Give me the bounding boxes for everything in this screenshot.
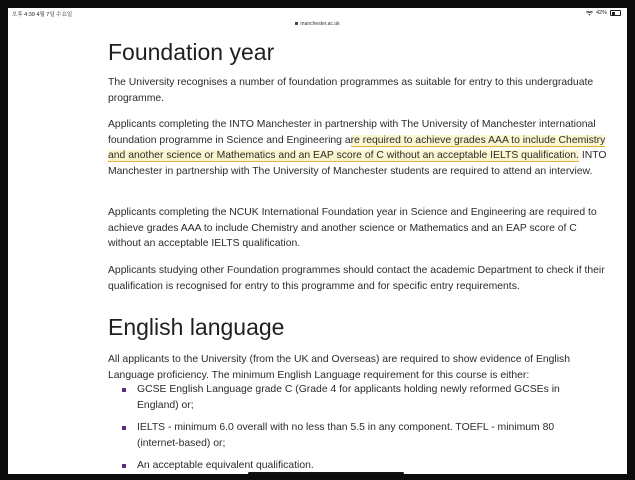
highlighted-text: re required to achieve grades AAA to include Chemistry and another science or Mathematics and an EAP score of C without an acceptable IELTS qualification.	[108, 134, 606, 162]
english-intro: All applicants to the University (from the UK and Overseas) are required to show evidence of English Language proficiency. The minimum English Language requirement for this course is either:	[108, 354, 571, 381]
list-item-text: GCSE English Language grade C (Grade 4 for applicants holding newly reformed GCSEs in England) or;	[137, 384, 560, 411]
lock-icon	[295, 22, 298, 25]
list-item-text: An acceptable equivalent qualification.	[137, 460, 314, 472]
english-requirements-list	[108, 382, 588, 474]
list-item	[108, 420, 588, 451]
status-time: 오후 4:39 4월 7일 수요일	[12, 12, 73, 18]
home-indicator[interactable]	[248, 472, 404, 474]
address-bar[interactable]	[8, 18, 627, 30]
other-foundation-paragraph: Applicants studying other Foundation programmes should contact the academic Department to check if their qualification is recognised for entry to this programme and for specific entry requirements.	[108, 265, 605, 292]
list-item-text: IELTS - minimum 6.0 overall with no less than 5.5 in any component. TOEFL - minimum 80 (internet-based) or;	[137, 422, 555, 449]
english-heading: English language	[108, 314, 285, 340]
into-text-start: Applicants completing the INTO Manchester in partnership with The University of Manchester international foundation programme in Science and Engineering a	[108, 119, 596, 146]
battery-percent: 42%	[595, 10, 607, 16]
foundation-heading: Foundation year	[108, 39, 275, 65]
battery-fill	[612, 12, 616, 15]
bullet-icon	[122, 388, 126, 392]
bullet-icon	[122, 426, 126, 430]
url-text: manchester.ac.uk	[300, 21, 340, 27]
wifi-icon	[586, 11, 593, 16]
foundation-intro: The University recognises a number of foundation programmes as suitable for entry to this undergraduate programme.	[108, 77, 594, 104]
list-item	[108, 382, 588, 413]
ncuk-paragraph: Applicants completing the NCUK International Foundation year in Science and Engineering are required to achieve grades AAA to include Chemistry and another science or Mathematics and an EAP score of C without an acceptable IELTS qualification.	[108, 207, 597, 250]
status-bar	[8, 8, 627, 18]
screen	[8, 8, 627, 474]
status-right	[586, 10, 621, 16]
page-content	[108, 30, 616, 472]
bullet-icon	[122, 464, 126, 468]
into-text-end: INTO Manchester in partnership with The University of Manchester students are required to attend an interview.	[108, 150, 607, 177]
battery-icon	[610, 10, 621, 16]
into-paragraph	[108, 117, 613, 179]
